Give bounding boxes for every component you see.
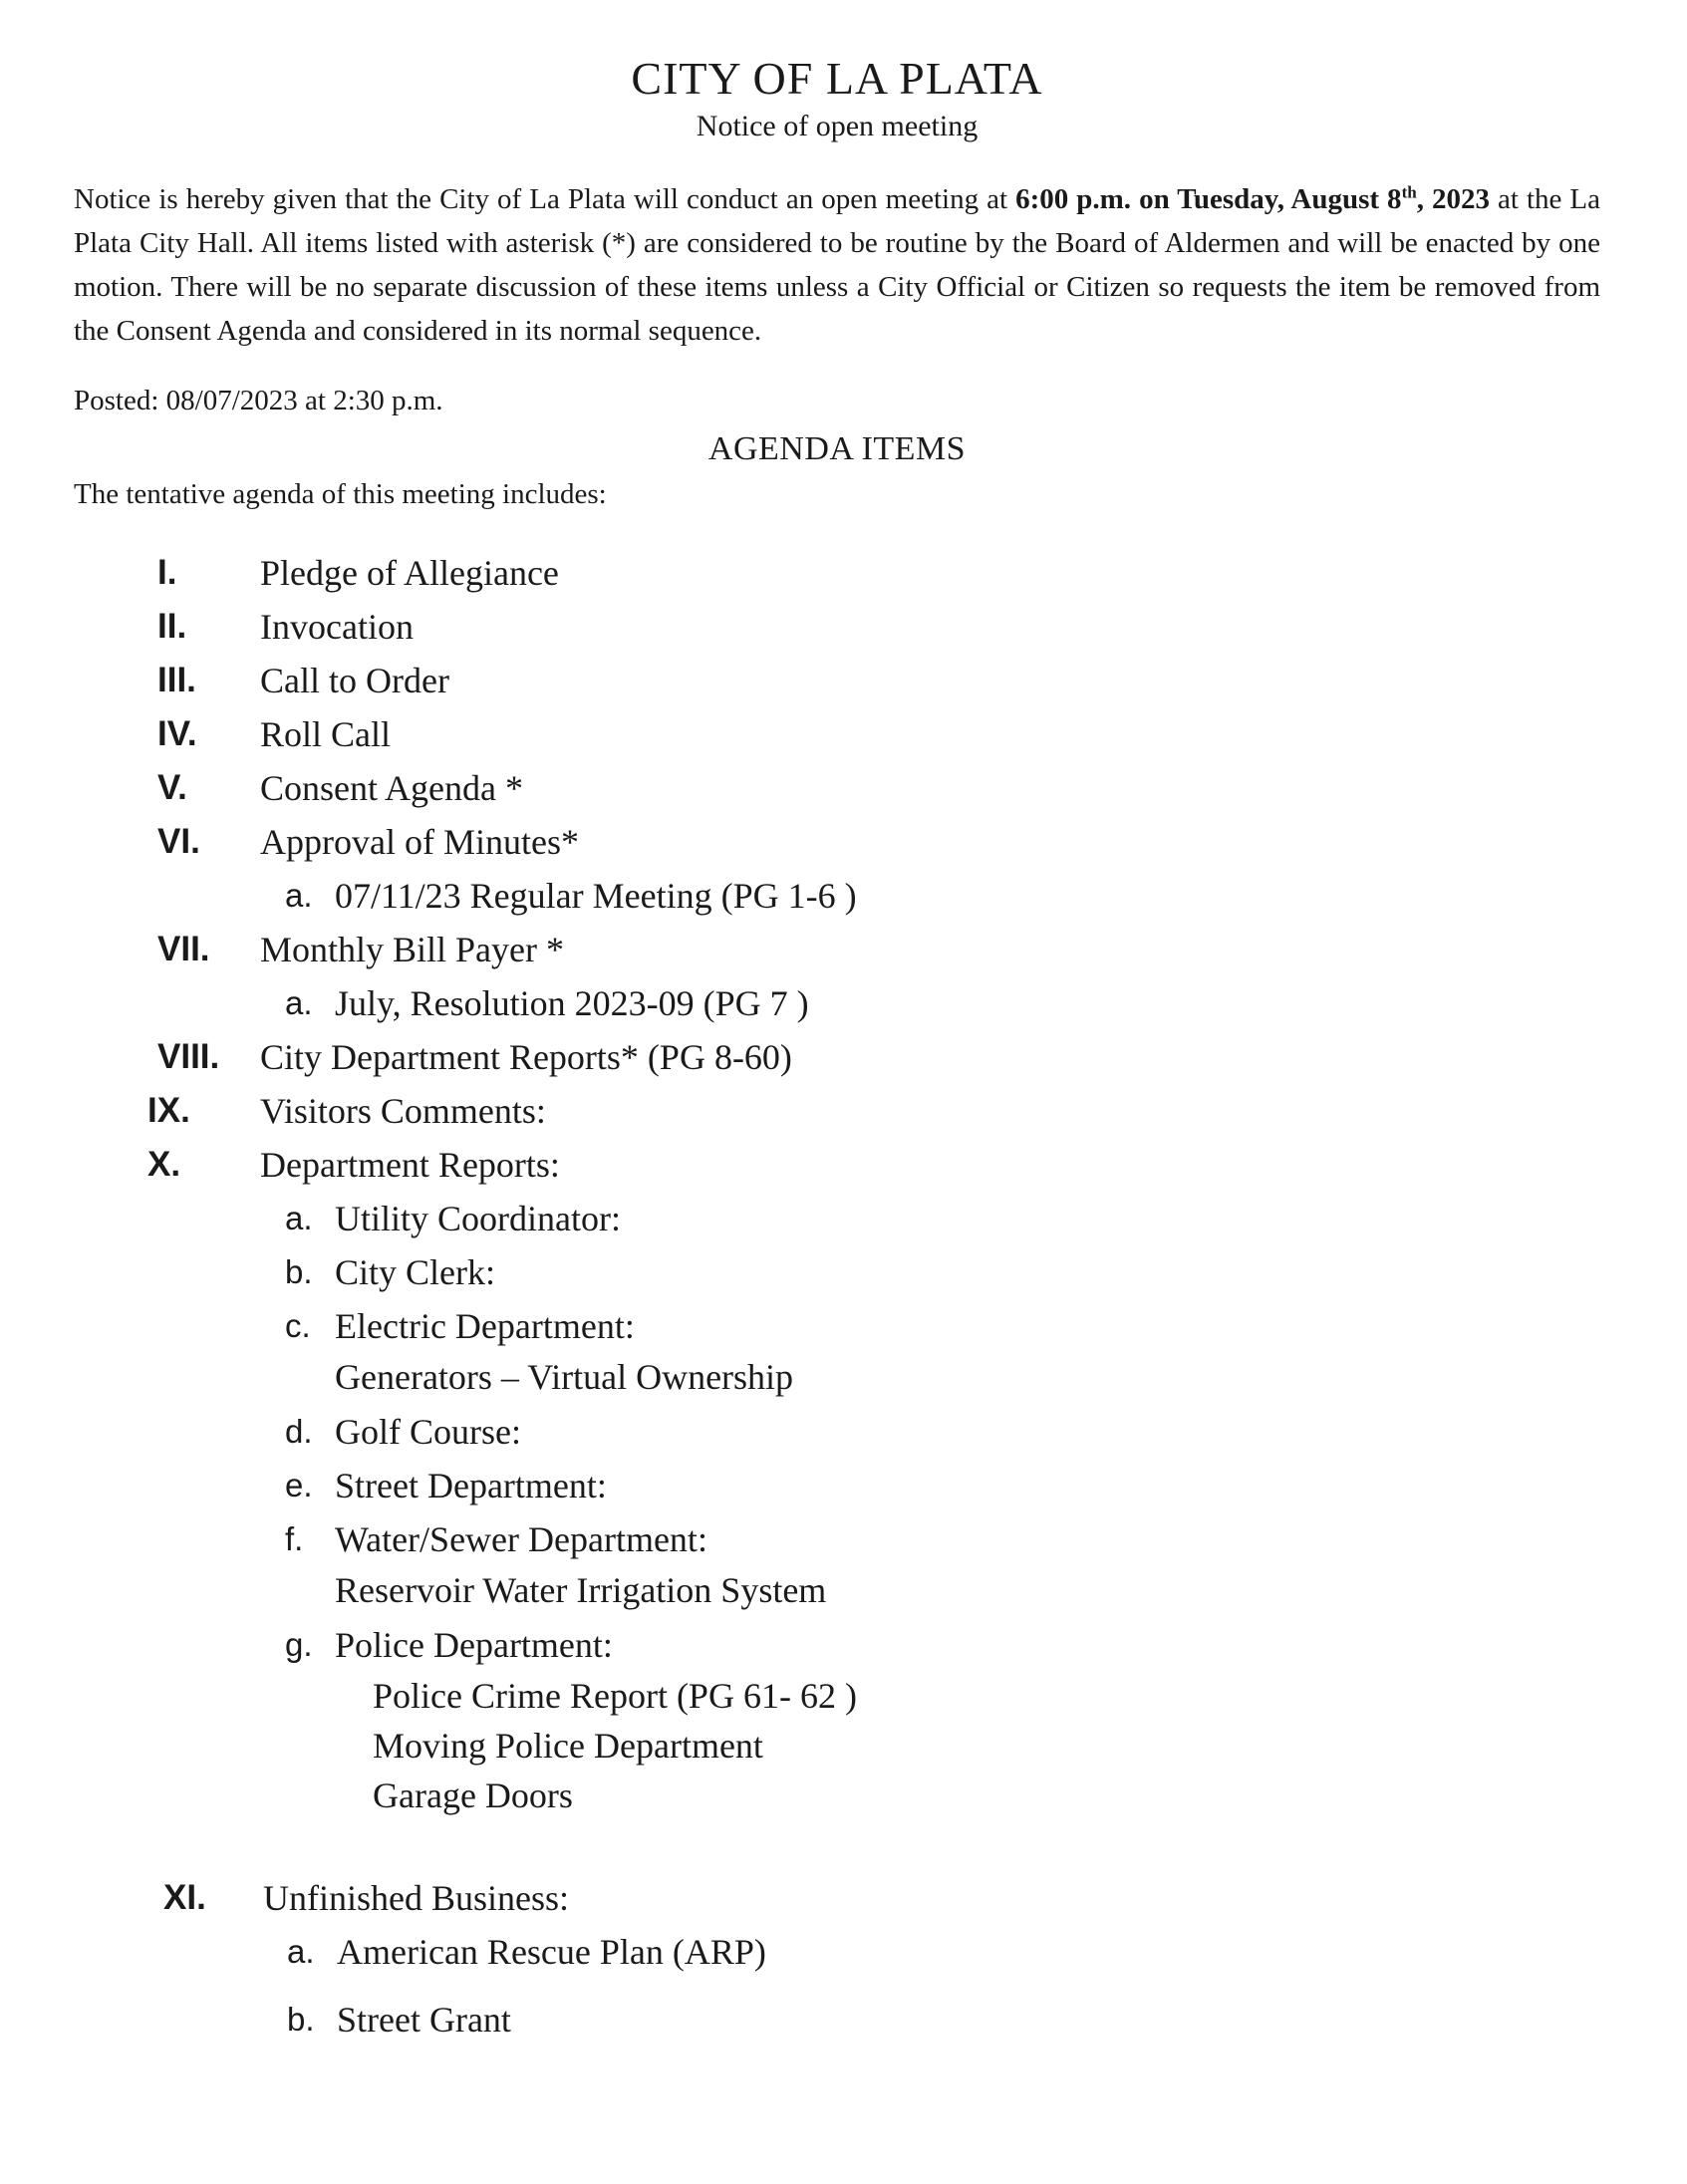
item-number: VI.: [157, 822, 200, 861]
sub-item-letter: g.: [285, 1626, 313, 1663]
sub-item-letter: f.: [285, 1520, 304, 1557]
sub-item: American Rescue Plan (ARP): [337, 1932, 766, 1972]
agenda-item: Invocation: [260, 607, 414, 647]
notice-paragraph: [74, 177, 1600, 353]
notice-text-2: at the La Plata City Hall. All items listed with asterisk (*) are considered to be routine by the Board of Aldermen and will be enacted by one motion. There will be no separate discussion of these items unless a City Official or Citizen so requests the item be removed from the Consent Agenda and considered in its normal sequence.: [74, 183, 1601, 347]
sub-item-letter: c.: [285, 1307, 311, 1344]
item-number: VII.: [157, 930, 210, 968]
sub-item-letter: a.: [287, 1933, 315, 1970]
agenda-item: Monthly Bill Payer *: [260, 930, 564, 969]
item-number: XI.: [163, 1878, 206, 1917]
sub-item: Street Grant: [337, 2000, 511, 2040]
sub-item: Electric Department:: [335, 1306, 635, 1346]
item-number: V.: [157, 768, 187, 807]
sub-item-letter: d.: [285, 1413, 313, 1450]
item-number: IV.: [157, 714, 197, 753]
page-subtitle: Notice of open meeting: [696, 110, 979, 142]
posted-date: Posted: 08/07/2023 at 2:30 p.m.: [74, 385, 443, 416]
item-number: II.: [157, 607, 187, 646]
sub-item-letter: e.: [285, 1467, 313, 1503]
agenda-item: Consent Agenda *: [260, 768, 523, 808]
sub-item-detail: Generators – Virtual Ownership: [335, 1357, 794, 1397]
item-number: IX.: [147, 1091, 190, 1130]
sub-item: Utility Coordinator:: [335, 1199, 621, 1238]
agenda-item: Unfinished Business:: [263, 1878, 570, 1918]
agenda-item: Call to Order: [260, 661, 449, 700]
sub-item: Street Department:: [335, 1466, 607, 1505]
agenda-heading: AGENDA ITEMS: [707, 430, 967, 467]
sub-item: July, Resolution 2023-09 (PG 7 ): [335, 983, 809, 1023]
item-number: III.: [157, 661, 196, 699]
notice-date-suffix: th: [1401, 182, 1417, 202]
notice-year: 2023: [1431, 183, 1490, 215]
notice-text-1: Notice is hereby given that the City of La Plata will conduct an open meeting at: [74, 183, 1016, 215]
agenda-intro: The tentative agenda of this meeting includes:: [74, 478, 607, 510]
sub-item: Police Department:: [335, 1625, 613, 1665]
page-title: CITY OF LA PLATA: [631, 53, 1043, 104]
sub-item-letter: b.: [285, 1253, 313, 1290]
agenda-item: Pledge of Allegiance: [260, 553, 559, 593]
sub-item: City Clerk:: [335, 1252, 495, 1292]
sub-item-letter: a.: [285, 1200, 313, 1236]
sub-item-letter: a.: [285, 984, 313, 1021]
sub-item-detail: Reservoir Water Irrigation System: [335, 1570, 827, 1610]
sub-item: Golf Course:: [335, 1412, 521, 1452]
notice-comma: ,: [1416, 183, 1424, 215]
sub-item: Water/Sewer Department:: [335, 1519, 707, 1559]
agenda-item: Approval of Minutes*: [260, 822, 579, 862]
notice-time: 6:00 p.m. on Tuesday, August 8: [1015, 183, 1402, 215]
sub-item-letter: b.: [287, 2001, 315, 2038]
sub-item: 07/11/23 Regular Meeting (PG 1-6 ): [335, 876, 857, 916]
agenda-item: Visitors Comments:: [260, 1091, 546, 1131]
sub-item-detail: Police Crime Report (PG 61- 62 ): [373, 1676, 857, 1716]
sub-item-letter: a.: [285, 877, 313, 914]
item-number: X.: [147, 1145, 181, 1184]
item-number: I.: [157, 553, 177, 592]
agenda-item: City Department Reports* (PG 8-60): [260, 1037, 792, 1077]
sub-item-detail: Moving Police Department: [373, 1726, 763, 1766]
agenda-item: Roll Call: [260, 714, 392, 754]
item-number: VIII.: [157, 1037, 220, 1076]
sub-item-detail: Garage Doors: [373, 1775, 573, 1815]
agenda-item: Department Reports:: [260, 1145, 560, 1185]
